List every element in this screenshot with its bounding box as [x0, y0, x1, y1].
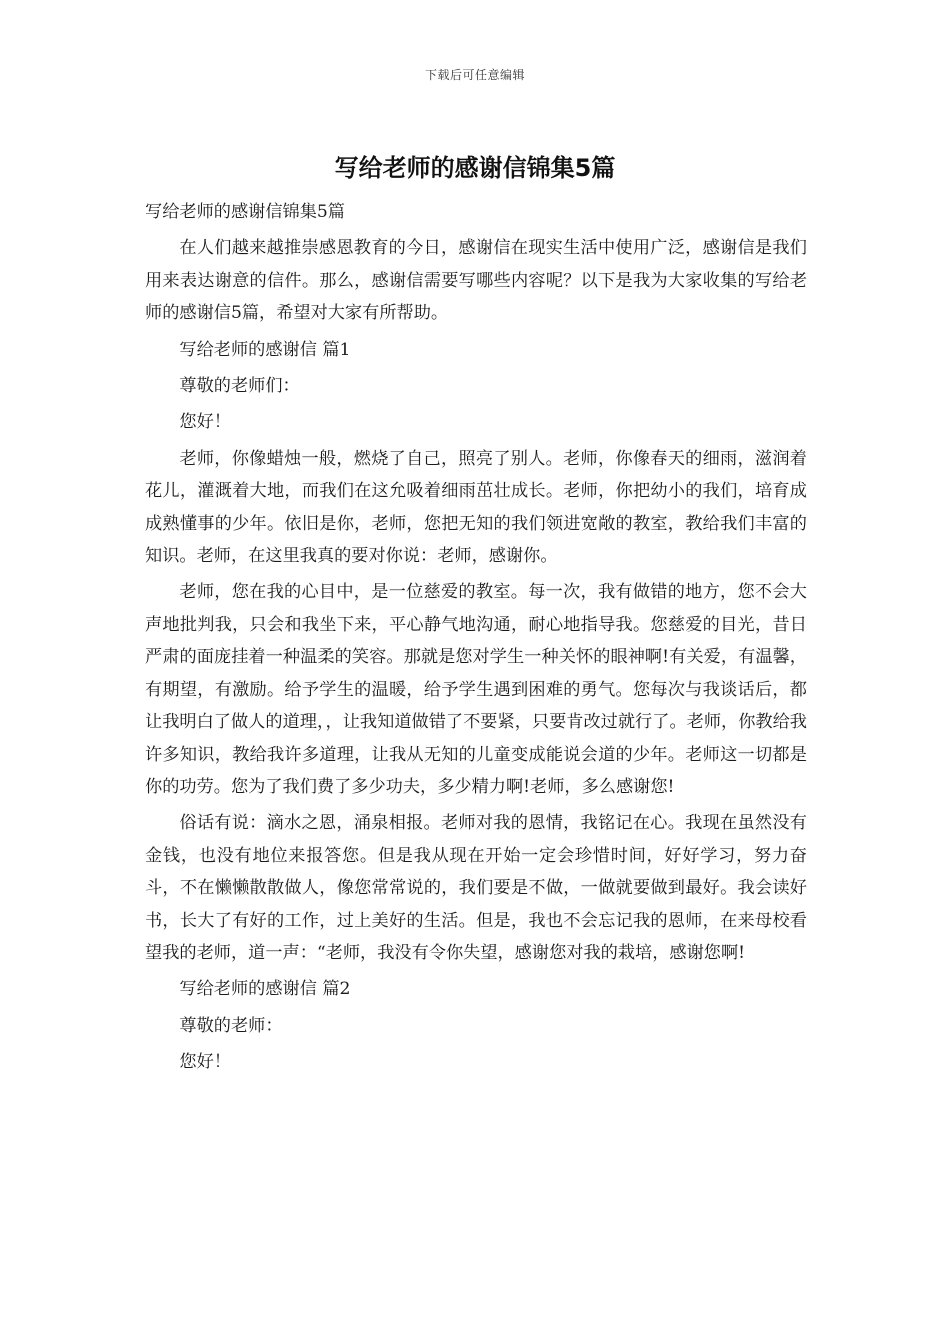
greeting-2: 您好！ — [179, 1052, 231, 1073]
section-heading-2: 写给老师的感谢信 篇2 — [179, 979, 351, 1000]
document-title: 写给老师的感谢信锦集5篇 — [334, 154, 616, 182]
document-body — [145, 196, 807, 1083]
subtitle-paragraph: 写给老师的感谢信锦集5篇 — [145, 202, 345, 222]
letter1-paragraph-1: 老师，你像蜡烛一般，燃烧了自己，照亮了别人。老师，你像春天的细雨，滋润着花儿，灌溉着大地，而我们在这允吸着细雨茁壮成长。老师，你把幼小的我们，培育成成熟懂事的少年。依旧是你，老师，您把无知的我们领进宽敞的教室，教给我们丰富的知识。老师，在这里我真的要对你说：老师，感谢你。 — [145, 448, 807, 567]
letter1-paragraph-3: 俗话有说：滴水之恩，涌泉相报。老师对我的恩情，我铭记在心。我现在虽然没有金钱，也没有地位来报答您。但是我从现在开始一定会珍惜时间，好好学习，努力奋斗，不在懒懒散散做人，像您常常说的，我们要是不做，一做就要做到最好。我会读好书，长大了有好的工作，过上美好的生活。但是，我也不会忘记我的恩师，在来母校看望我的老师，道一声：“老师，我没有令你失望，感谢您对我的栽培，感谢您啊! — [145, 813, 807, 963]
salutation-1: 尊敬的老师们： — [179, 376, 300, 397]
salutation-2: 尊敬的老师： — [179, 1015, 283, 1036]
header-note: 下载后可任意编辑 — [424, 68, 525, 82]
section-heading-1: 写给老师的感谢信 篇1 — [179, 339, 351, 360]
greeting-1: 您好！ — [179, 412, 231, 433]
intro-paragraph: 在人们越来越推崇感恩教育的今日，感谢信在现实生活中使用广泛，感谢信是我们用来表达谢意的信件。那么，感谢信需要写哪些内容呢？以下是我为大家收集的写给老师的感谢信5篇，希望对大家有所帮助。 — [145, 238, 807, 324]
letter1-paragraph-2: 老师，您在我的心目中，是一位慈爱的教室。每一次，我有做错的地方，您不会大声地批判我，只会和我坐下来，平心静气地沟通，耐心地指导我。您慈爱的目光，昔日严肃的面庞挂着一种温柔的笑容。那就是您对学生一种关怀的眼神啊!有关爱，有温馨，有期望，有激励。给予学生的温暖，给予学生遇到困难的勇气。您每次与我谈话后，都让我明白了做人的道理，，让我知道做错了不要紧，只要肯改过就行了。老师，你教给我许多知识，教给我许多道理，让我从无知的儿童变成能说会道的少年。老师这一切都是你的功劳。您为了我们费了多少功夫，多少精力啊!老师，多么感谢您! — [145, 582, 807, 797]
